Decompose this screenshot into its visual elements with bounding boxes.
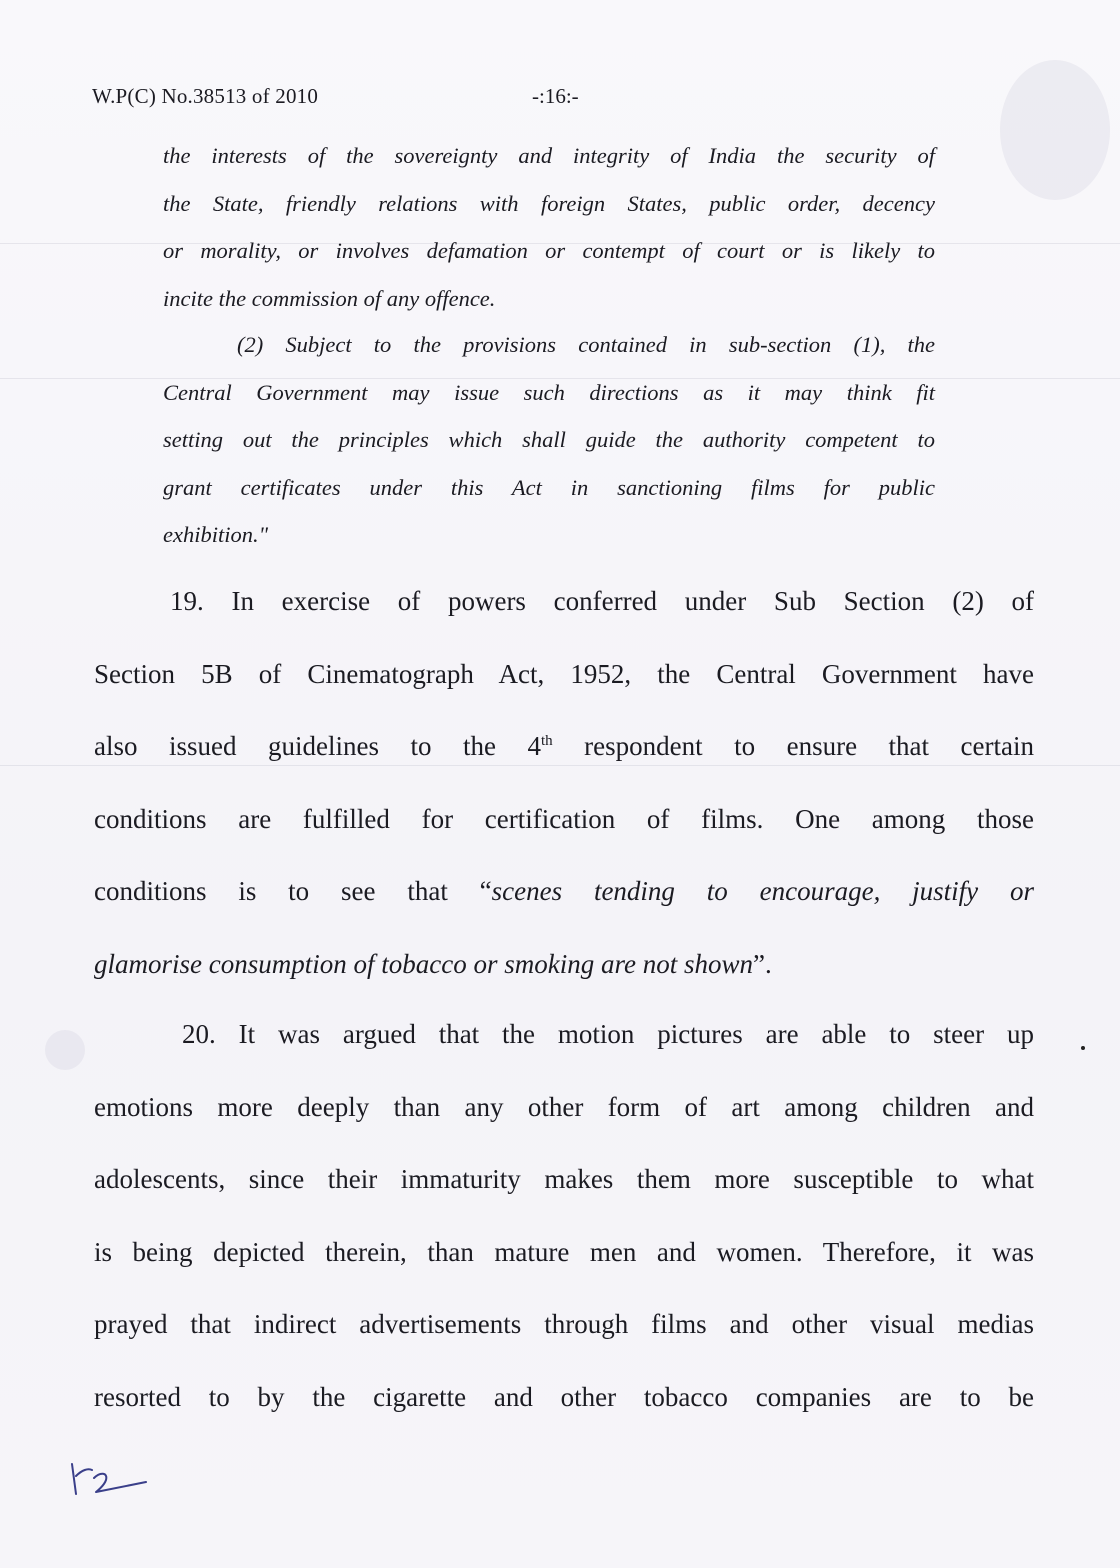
quote-line: incite the commission of any offence. [163,285,496,311]
paragraph-line [94,928,1034,1001]
page-number: -:16:- [532,84,579,108]
handwritten-initials [66,1456,156,1506]
quote-line: the interests of the sovereignty and integrity of India the security of [163,143,935,168]
quoted-clause-2 [163,321,935,559]
paragraph-line: Section 5B of Cinematograph Act, 1952, the Central Government have [94,658,1034,689]
quote-line: (2) Subject to the provisions contained in sub-section (1), the [237,332,935,357]
text-run: also issued guidelines to the 4 [94,731,541,762]
paragraph-line: 20. It was argued that the motion pictures are able to steer up [182,1019,1034,1049]
quote-line: grant certificates under this Act in sanctioning films for public [163,474,935,500]
ink-dot [1081,1046,1085,1050]
paragraph-line: resorted to by the cigarette and other tobacco companies are to be [94,1381,1034,1412]
scan-smudge [1000,60,1110,200]
quote-line: setting out the principles which shall guide the authority competent to [163,427,935,452]
quoted-clause-1 [163,132,935,322]
quote-line: exhibition." [163,522,269,547]
scan-smudge [45,1030,85,1070]
paragraph-line: is being depicted therein, than mature men and women. Therefore, it was [94,1236,1034,1267]
paragraph-19 [94,565,1034,1001]
paragraph-20 [94,998,1034,1434]
quote-line: Central Government may issue such directions as it may think fit [163,379,935,405]
quoted-guideline: scenes tending to encourage, justify or [491,876,1034,907]
quote-line: the State, friendly relations with foreign States, public order, decency [163,190,935,216]
paragraph-line: adolescents, since their immaturity makes them more susceptible to what [94,1164,1034,1195]
paragraph-line [94,855,1034,928]
paragraph-line: conditions are fulfilled for certification of films. One among those [94,803,1034,834]
paragraph-line: 19. In exercise of powers conferred under Sub Section (2) of [170,586,1034,616]
case-number: W.P(C) No.38513 of 2010 [92,84,319,108]
quoted-guideline: glamorise consumption of tobacco or smoking are not shown [94,948,753,979]
ordinal-suffix: th [540,733,553,750]
text-run: respondent to ensure that certain [552,731,1034,762]
quote-line: or morality, or involves defamation or contempt of court or is likely to [163,238,935,263]
paragraph-line: prayed that indirect advertisements through films and other visual medias [94,1309,1034,1340]
paragraph-line [94,710,1034,783]
text-run: conditions is to see that “ [94,876,492,907]
text-run: ”. [752,948,772,979]
paragraph-line: emotions more deeply than any other form of art among children and [94,1091,1034,1122]
